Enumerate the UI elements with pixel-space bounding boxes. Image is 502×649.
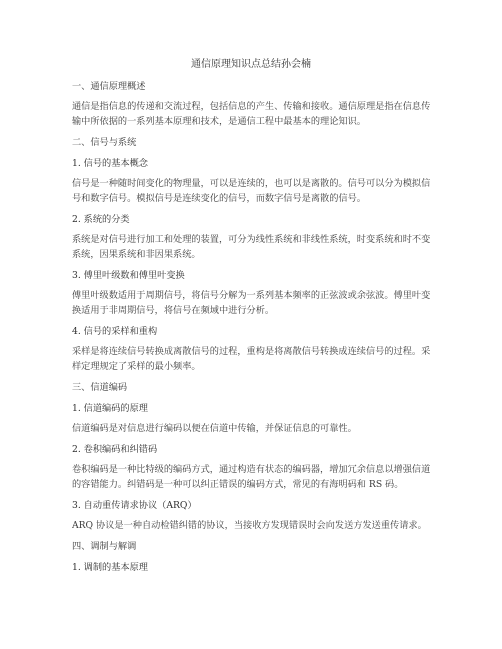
paragraph-line: 信号是一种随时间变化的物理量，可以是连续的，也可以是离散的。信号可以分为模拟信 [72,178,431,189]
paragraph-line: 号和数字信号。模拟信号是连续变化的信号，而数字信号是离散的信号。 [72,193,366,204]
paragraph-line: ARQ 协议是一种自动检错纠错的协议，当接收方发现错误时会向发送方发送重传请求。 [72,520,427,531]
section-heading-overview: 一、通信原理概述 [72,81,146,92]
subsection-heading: 3. 自动重传请求协议（ARQ） [72,500,197,511]
document-title: 通信原理知识点总结孙会楠 [191,59,311,70]
paragraph-line: 系统是对信号进行加工和处理的装置，可分为线性系统和非线性系统，时变系统和时不变 [72,234,431,245]
section-heading-coding: 三、信道编码 [72,382,128,393]
paragraph-line: 傅里叶级数适用于周期信号，将信号分解为一系列基本频率的正弦波或余弦波。傅里叶变 [72,290,431,301]
subsection-heading: 1. 信道编码的原理 [72,403,148,414]
paragraph-line: 系统，因果系统和非因果系统。 [72,249,201,260]
paragraph-line: 通信是指信息的传递和交流过程，包括信息的产生、传输和接收。通信原理是指在信息传 [72,101,431,112]
paragraph-line: 卷积编码是一种比特级的编码方式，通过构造有状态的编码器，增加冗余信息以增强信道 [72,464,431,475]
subsection-heading: 3. 傅里叶级数和傅里叶变换 [72,270,185,281]
section-heading-modulation: 四、调制与解调 [72,541,137,552]
section-heading-signals: 二、信号与系统 [72,137,137,148]
paragraph-line: 信道编码是对信息进行编码以便在信道中传输，并保证信息的可靠性。 [72,423,357,434]
subsection-heading: 2. 卷积编码和纠错码 [72,444,158,455]
paragraph-line: 换适用于非周期信号，将信号在频域中进行分析。 [72,305,275,316]
subsection-heading: 1. 信号的基本概念 [72,158,148,169]
subsection-heading: 1. 调制的基本原理 [72,562,148,573]
paragraph-line: 采样是将连续信号转换成离散信号的过程，重构是将离散信号转换成连续信号的过程。采 [72,346,431,357]
paragraph-line: 输中所依据的一系列基本原理和技术，是通信工程中最基本的理论知识。 [72,116,366,127]
subsection-heading: 2. 系统的分类 [72,214,130,225]
paragraph-line: 样定理规定了采样的最小频率。 [72,361,201,372]
subsection-heading: 4. 信号的采样和重构 [72,326,158,337]
paragraph-line: 的容错能力。纠错码是一种可以纠正错误的编码方式，常见的有海明码和 RS 码。 [72,479,404,490]
